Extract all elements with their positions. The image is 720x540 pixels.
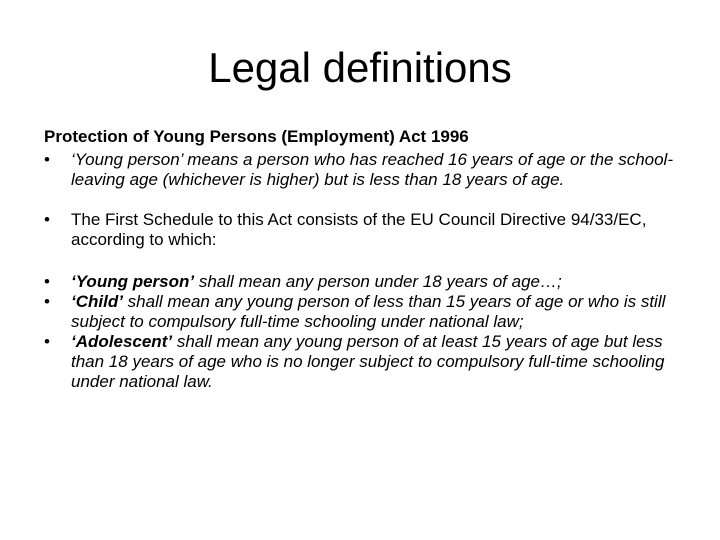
bullet-icon: • (44, 272, 50, 291)
defined-term: ‘Child’ (71, 292, 123, 311)
definition-text: shall mean any young person of less than 15 years of age or who is still subject to compulsory full-time schooling under national law; (71, 292, 666, 331)
bullet-directive-young-person (44, 272, 684, 292)
defined-term: ‘Adolescent’ (71, 332, 173, 351)
bullet-directive-adolescent (44, 332, 684, 392)
bullet-icon: • (44, 150, 50, 169)
slide-content (44, 124, 684, 392)
bullet-directive-child (44, 292, 684, 332)
bullet-first-schedule (44, 210, 684, 250)
bullet-text: ‘Young person’ means a person who has reached 16 years of age or the school-leaving age (whichever is higher) but is less than 18 years of age. (71, 150, 673, 189)
definition-text: shall mean any person under 18 years of age…; (194, 272, 562, 291)
bullet-icon: • (44, 292, 50, 311)
bullet-young-person-definition (44, 150, 684, 190)
bullet-text: The First Schedule to this Act consists of the EU Council Directive 94/33/EC, according to which: (71, 210, 647, 249)
bullet-icon: • (44, 332, 50, 351)
definition-text: shall mean any young person of at least 15 years of age but less than 18 years of age who is no longer subject to compulsory full-time schooling under national law. (71, 332, 665, 391)
slide-title: Legal definitions (208, 44, 512, 91)
bullet-icon: • (44, 210, 50, 229)
act-heading: Protection of Young Persons (Employment) Act 1996 (44, 127, 469, 146)
defined-term: ‘Young person’ (71, 272, 195, 291)
